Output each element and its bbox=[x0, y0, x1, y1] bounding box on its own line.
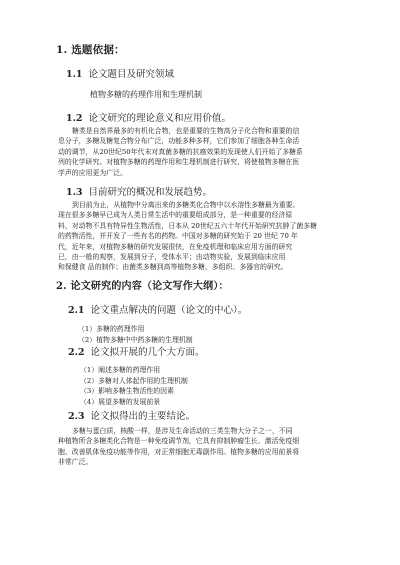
section-2-3-heading bbox=[68, 408, 195, 422]
list-item: （3）影响多糖生物活性的因素 bbox=[80, 387, 174, 396]
section-1-2-number: 1.2 bbox=[66, 113, 83, 124]
section-2-3-number: 2.3 bbox=[68, 411, 85, 422]
section-1-3-number: 1.3 bbox=[66, 187, 83, 198]
paragraph-line: 现在很多多糖早已成为人类日常生活中的重要组成部分，是一种重要的经济原 bbox=[58, 211, 293, 220]
paragraph-line: 多糖与蛋白质，核酸一样，是涉及生命活动的三类生物大分子之一，不同 bbox=[72, 427, 293, 435]
section-1-heading: 1. 选题依据： bbox=[56, 44, 125, 56]
paper-topic: 植物多糖的药理作用和生理机制 bbox=[90, 90, 202, 99]
section-2-1-heading bbox=[68, 302, 247, 316]
paragraph-line: 学声的应用更为广泛。 bbox=[58, 168, 127, 177]
list-item: （2）植物多糖中中药多糖的生理机制 bbox=[78, 335, 193, 344]
paragraph-line: 到目前为止，从植物中分离出来的多糖类化合物中以水溶性多糖最为重要。 bbox=[72, 201, 300, 209]
paragraph-line: 动的调节，从20世纪50年代末对真菌多糖的抗癌效果的发现使人们开始了多糖系 bbox=[58, 147, 303, 156]
paragraph-line: 代，近年来，对植物多糖的研究发展很快，在免疫机理和临床应用方面的研究 bbox=[58, 242, 293, 251]
section-2-2-number: 2.2 bbox=[68, 347, 85, 358]
paragraph-line: 已，由一般的观察，发展到分子，受体水平；由动物实验，发展到临床应用 bbox=[58, 253, 286, 262]
section-2-1-list bbox=[78, 324, 193, 345]
paragraph-line: 种植物所含多糖类化合物是一种免疫调节剂，它具有抑制肿瘤生长、激活免疫细 bbox=[58, 437, 300, 446]
paragraph-line: 列的化学研究。对植物多糖的药理作用和生理机制进行研究，将使植物多糖在医 bbox=[58, 158, 300, 167]
list-item: （1）阐述多糖的药理作用 bbox=[80, 366, 161, 374]
paragraph-line: 胞、改善肌体免疫功能等作用，对正常细胞无毒副作用。植物多糖的应用前景将 bbox=[58, 447, 300, 456]
section-2-3-paragraph bbox=[58, 426, 350, 468]
section-1-1-title: 论文题目及研究领域 bbox=[88, 69, 175, 80]
section-1-3-title: 目前研究的概况和发展趋势。 bbox=[88, 187, 213, 198]
paragraph-line: 糖类是自然界最多的有机化合物，也是重要的生物高分子化合物和重要的信 bbox=[72, 127, 300, 135]
section-1-1-number: 1.1 bbox=[66, 69, 83, 80]
section-1-2-title: 论文研究的理论意义和应用价值。 bbox=[88, 113, 232, 124]
section-2-2-list bbox=[80, 365, 188, 407]
list-item: （4）展望多糖的发展前景 bbox=[80, 397, 161, 406]
section-1-2-heading bbox=[66, 110, 231, 124]
section-1-3-paragraph bbox=[58, 200, 350, 273]
paragraph-line: 料，对动物不具有特异性生物活性，日本从 20世纪五六十年代开始研究抗肿了菌多糖 bbox=[58, 221, 318, 230]
section-2-2-heading bbox=[68, 344, 205, 358]
section-1-3-heading bbox=[66, 184, 212, 198]
section-1-1-heading bbox=[66, 66, 174, 80]
paragraph-line: 息分子，多糖及糖复合物分布广泛，功能多种多样，它们参加了细胞各种生命活 bbox=[58, 137, 300, 146]
section-2-1-number: 2.1 bbox=[68, 305, 85, 316]
section-2-3-title: 论文拟得出的主要结论。 bbox=[90, 411, 196, 422]
list-item: （2）多糖对人体起作用的生理机制 bbox=[80, 376, 188, 385]
paragraph-line: 的药物活性，并开发了一些有名的药物。中国对多糖的研究始于 20 世纪 70 年 bbox=[58, 232, 298, 241]
paragraph-line: 和保健食 品的制作；由菌类多糖到高等植物多糖，多组织、多器官的研究。 bbox=[58, 263, 288, 272]
section-2-2-title: 论文拟开展的几个大方面。 bbox=[90, 347, 205, 358]
section-2-heading: 2. 论文研究的内容（论文写作大纲）： bbox=[56, 281, 229, 292]
section-2-1-title: 论文重点解决的问题（论文的中心）。 bbox=[90, 305, 248, 316]
section-1-2-paragraph bbox=[58, 126, 350, 178]
paragraph-line: 非常广泛。 bbox=[58, 458, 93, 467]
list-item: （1）多糖的药理作用 bbox=[78, 325, 145, 333]
